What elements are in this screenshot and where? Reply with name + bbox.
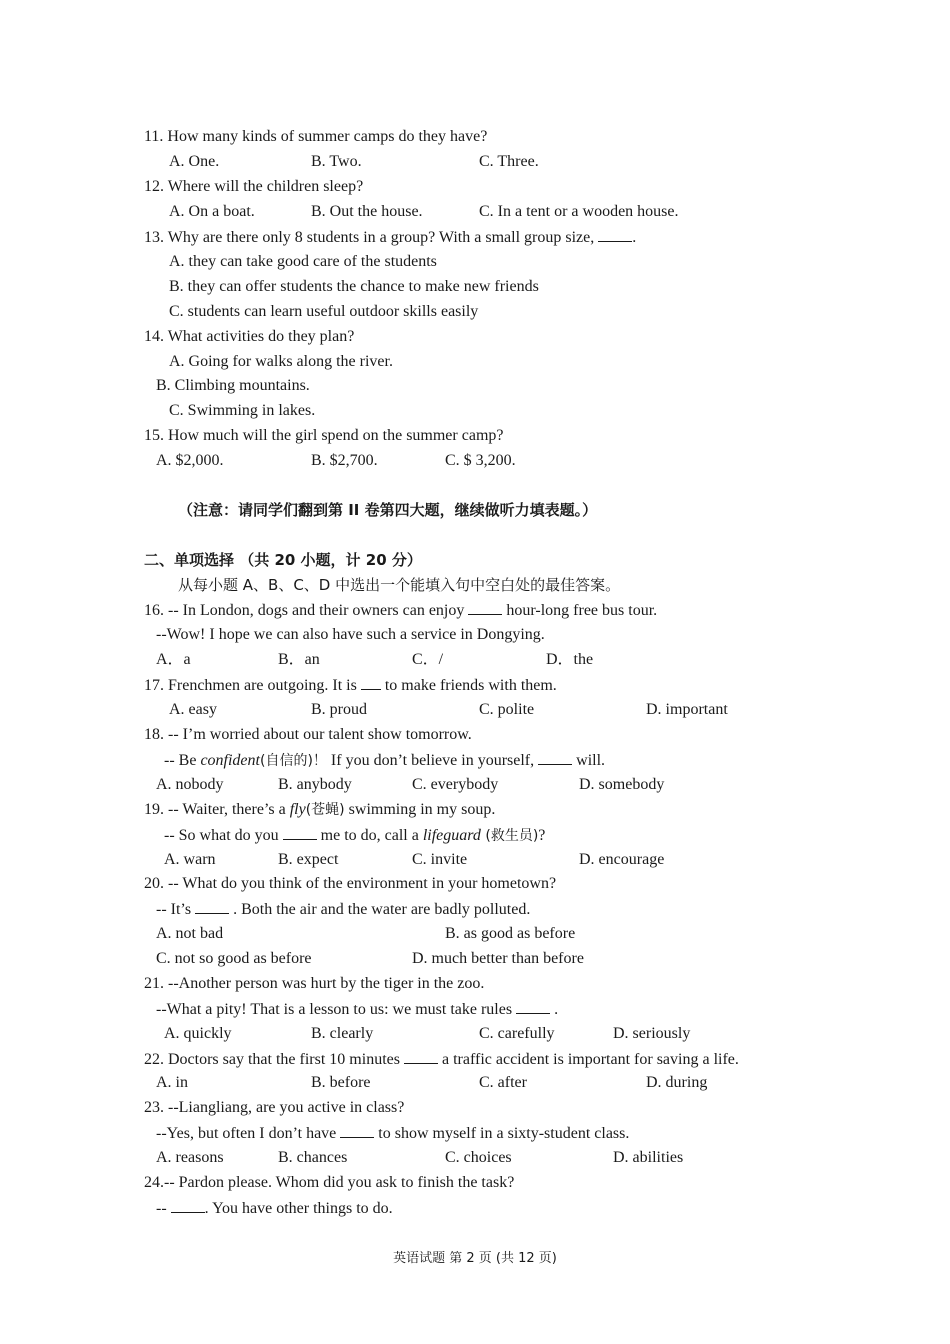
- q23-stem: 23. --Liangliang, are you active in class?: [144, 1099, 405, 1116]
- q11-option-a: A. One.: [169, 153, 220, 170]
- q12-option-c: C. In a tent or a wooden house.: [479, 203, 679, 220]
- q13-option-c: C. students can learn useful outdoor skills easily: [169, 303, 479, 320]
- q21-option-a: A. quickly: [164, 1025, 232, 1042]
- section-instruction: 从每小题 A、B、C、D 中选出一个能填入句中空白处的最佳答案。: [178, 576, 621, 594]
- q20-option-d: D. much better than before: [412, 950, 584, 967]
- answer-blank: [404, 1049, 438, 1064]
- q21-option-d: D. seriously: [613, 1025, 691, 1042]
- q19-option-b: B. expect: [278, 851, 339, 868]
- q14-option-c: C. Swimming in lakes.: [169, 402, 316, 419]
- q20-reply: -- It’s . Both the air and the water are badly polluted.: [156, 901, 531, 918]
- q15-stem: 15. How much will the girl spend on the summer camp?: [144, 427, 504, 444]
- answer-blank: [468, 600, 502, 615]
- answer-blank: [538, 750, 572, 765]
- q20-option-c: C. not so good as before: [156, 950, 312, 967]
- q11-stem: 11. How many kinds of summer camps do they have?: [144, 128, 488, 145]
- q13-stem: 13. Why are there only 8 students in a group? With a small group size, .: [144, 229, 637, 246]
- q19-option-c: C. invite: [412, 851, 468, 868]
- q19-option-d: D. encourage: [579, 851, 665, 868]
- q24-stem: 24.-- Pardon please. Whom did you ask to finish the task?: [144, 1174, 515, 1191]
- q16-stem: 16. -- In London, dogs and their owners can enjoy hour-long free bus tour.: [144, 602, 658, 619]
- q19-stem: 19. -- Waiter, there’s a fly(苍蝇) swimming in my soup.: [144, 801, 496, 818]
- q18-stem: 18. -- I’m worried about our talent show tomorrow.: [144, 726, 472, 743]
- section-title: 二、单项选择 （共 20 小题，计 20 分）: [144, 551, 422, 569]
- answer-blank: [361, 675, 381, 690]
- q12-stem: 12. Where will the children sleep?: [144, 178, 364, 195]
- q14-option-b: B. Climbing mountains.: [156, 377, 310, 394]
- q22-option-b: B. before: [311, 1074, 371, 1091]
- q20-stem: 20. -- What do you think of the environment in your hometown?: [144, 875, 557, 892]
- q20-option-a: A. not bad: [156, 925, 224, 942]
- q23-option-d: D. abilities: [613, 1149, 684, 1166]
- q17-option-c: C. polite: [479, 701, 535, 718]
- q21-reply: --What a pity! That is a lesson to us: we must take rules .: [156, 1001, 559, 1018]
- q16-option-d: D．the: [546, 651, 594, 668]
- q16-option-b: B．an: [278, 651, 320, 668]
- q18-option-a: A. nobody: [156, 776, 224, 793]
- answer-blank: [171, 1198, 205, 1213]
- q23-option-b: B. chances: [278, 1149, 348, 1166]
- q19-reply: -- So what do you me to do, call a lifeguard (救生员)?: [164, 827, 546, 844]
- page-footer: 英语试题 第 2 页 (共 12 页): [393, 1251, 557, 1266]
- q19-option-a: A. warn: [164, 851, 216, 868]
- q15-option-a: A. $2,000.: [156, 452, 224, 469]
- answer-blank: [340, 1123, 374, 1138]
- q21-option-b: B. clearly: [311, 1025, 374, 1042]
- q22-option-c: C. after: [479, 1074, 527, 1091]
- q16-reply: --Wow! I hope we can also have such a service in Dongying.: [156, 626, 545, 643]
- answer-blank: [195, 899, 229, 914]
- q17-option-a: A. easy: [169, 701, 217, 718]
- q11-option-b: B. Two.: [311, 153, 362, 170]
- q12-option-b: B. Out the house.: [311, 203, 423, 220]
- q18-option-c: C. everybody: [412, 776, 499, 793]
- q23-option-a: A. reasons: [156, 1149, 224, 1166]
- q16-option-c: C．/: [412, 651, 444, 668]
- q23-reply: --Yes, but often I don’t have to show myself in a sixty-student class.: [156, 1125, 630, 1142]
- answer-blank: [283, 825, 317, 840]
- answer-blank: [598, 227, 632, 242]
- q17-stem: 17. Frenchmen are outgoing. It is to make friends with them.: [144, 677, 557, 694]
- q21-option-c: C. carefully: [479, 1025, 555, 1042]
- q14-stem: 14. What activities do they plan?: [144, 328, 355, 345]
- q24-reply: -- . You have other things to do.: [156, 1200, 393, 1217]
- q22-stem: 22. Doctors say that the first 10 minutes a traffic accident is important for saving a life.: [144, 1051, 739, 1068]
- q23-option-c: C. choices: [445, 1149, 512, 1166]
- q11-option-c: C. Three.: [479, 153, 539, 170]
- q15-option-b: B. $2,700.: [311, 452, 378, 469]
- q18-option-d: D. somebody: [579, 776, 665, 793]
- q13-option-a: A. they can take good care of the students: [169, 253, 437, 270]
- q13-option-b: B. they can offer students the chance to make new friends: [169, 278, 539, 295]
- q14-option-a: A. Going for walks along the river.: [169, 353, 393, 370]
- listening-note: （注意：请同学们翻到第 II 卷第四大题，继续做听力填表题。）: [178, 501, 598, 519]
- q18-reply: -- Be confident(自信的)！ If you don’t believe in yourself, will.: [164, 752, 606, 769]
- q22-option-a: A. in: [156, 1074, 188, 1091]
- q16-option-a: A．a: [156, 651, 191, 668]
- q15-option-c: C. $ 3,200.: [445, 452, 516, 469]
- q12-option-a: A. On a boat.: [169, 203, 255, 220]
- q20-option-b: B. as good as before: [445, 925, 576, 942]
- q17-option-d: D. important: [646, 701, 728, 718]
- q18-option-b: B. anybody: [278, 776, 352, 793]
- q21-stem: 21. --Another person was hurt by the tiger in the zoo.: [144, 975, 485, 992]
- answer-blank: [516, 999, 550, 1014]
- q17-option-b: B. proud: [311, 701, 367, 718]
- q22-option-d: D. during: [646, 1074, 708, 1091]
